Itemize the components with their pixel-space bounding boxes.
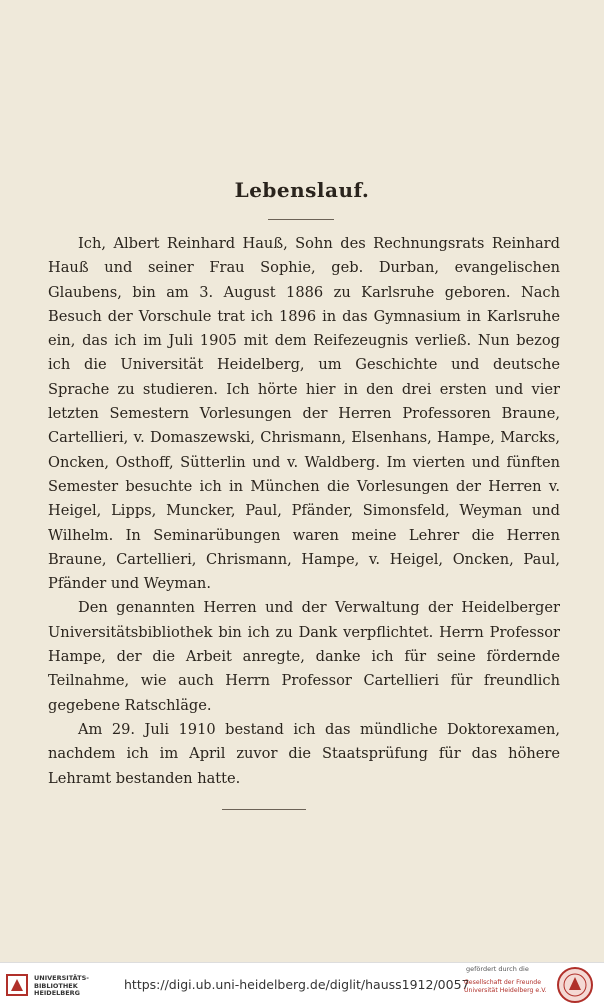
library-logo[interactable]	[6, 971, 116, 999]
library-logo-text: UNIVERSITÄTS- BIBLIOTHEK HEIDELBERG	[34, 974, 89, 997]
university-seal-icon	[556, 966, 594, 1004]
paragraph-biography: Ich, Albert Reinhard Hauß, Sohn des Rechnungsrats Reinhard Hauß und seiner Frau Sophie, geb. Durban, evangelischen Glaubens, bin am 3. August 1886 zu Karlsruhe geboren. Nach Besuch der Vorschule trat ich 1896 in das Gymnasium in Karlsruhe ein, das ich im Juli 1905 mit dem Reifezeugnis verließ. Nun bezog ich die Universität Heidelberg, um Geschichte und deutsche Sprache zu studieren. Ich hörte hier in den drei ersten und vier letzten Semestern Vorlesungen der Herren Professoren Braune, Cartellieri, v. Domaszewski, Chrismann, Elsenhans, Hampe, Marcks, Oncken, Osthoff, Sütterlin und v. Waldberg. Im vierten und fünften Semester besuchte ich in München die Vorlesungen der Herren v. Heigel, Lipps, Muncker, Paul, Pfänder, Simonsfeld, Weyman und Wilhelm. In Seminarübungen waren meine Lehrer die Herren Braune, Cartellieri, Chrismann, Hampe, v. Heigel, Oncken, Paul, Pfänder und Weyman.	[48, 235, 560, 593]
end-divider	[222, 809, 306, 810]
title-divider	[268, 219, 334, 220]
permalink-url[interactable]: https://digi.ub.uni-heidelberg.de/diglit/hauss1912/0057	[124, 977, 470, 992]
paragraph-acknowledgements: Den genannten Herren und der Verwaltung der Heidelberger Universitätsbibliothek bin ich zu Dank verpflichtet. Herrn Professor Hampe, der die Arbeit anregte, danke ich für seine fördernde Teilnahme, wie auch Herrn Professor Cartellieri für freundlich gegebene Ratschläge.	[48, 599, 560, 714]
footer-bar	[0, 962, 604, 1007]
sponsor-label: gefördert durch die	[466, 965, 529, 973]
document-body	[48, 232, 560, 791]
library-logo-icon	[6, 973, 28, 997]
paragraph-examination: Am 29. Juli 1910 bestand ich das mündliche Doktorexamen, nachdem ich im April zuvor die Staatsprüfung für das höhere Lehramt bestanden hatte.	[48, 720, 560, 787]
page-title: Lebenslauf.	[234, 178, 370, 202]
sponsor-name[interactable]: Gesellschaft der Freunde Universität Heidelberg e.V.	[464, 979, 547, 994]
